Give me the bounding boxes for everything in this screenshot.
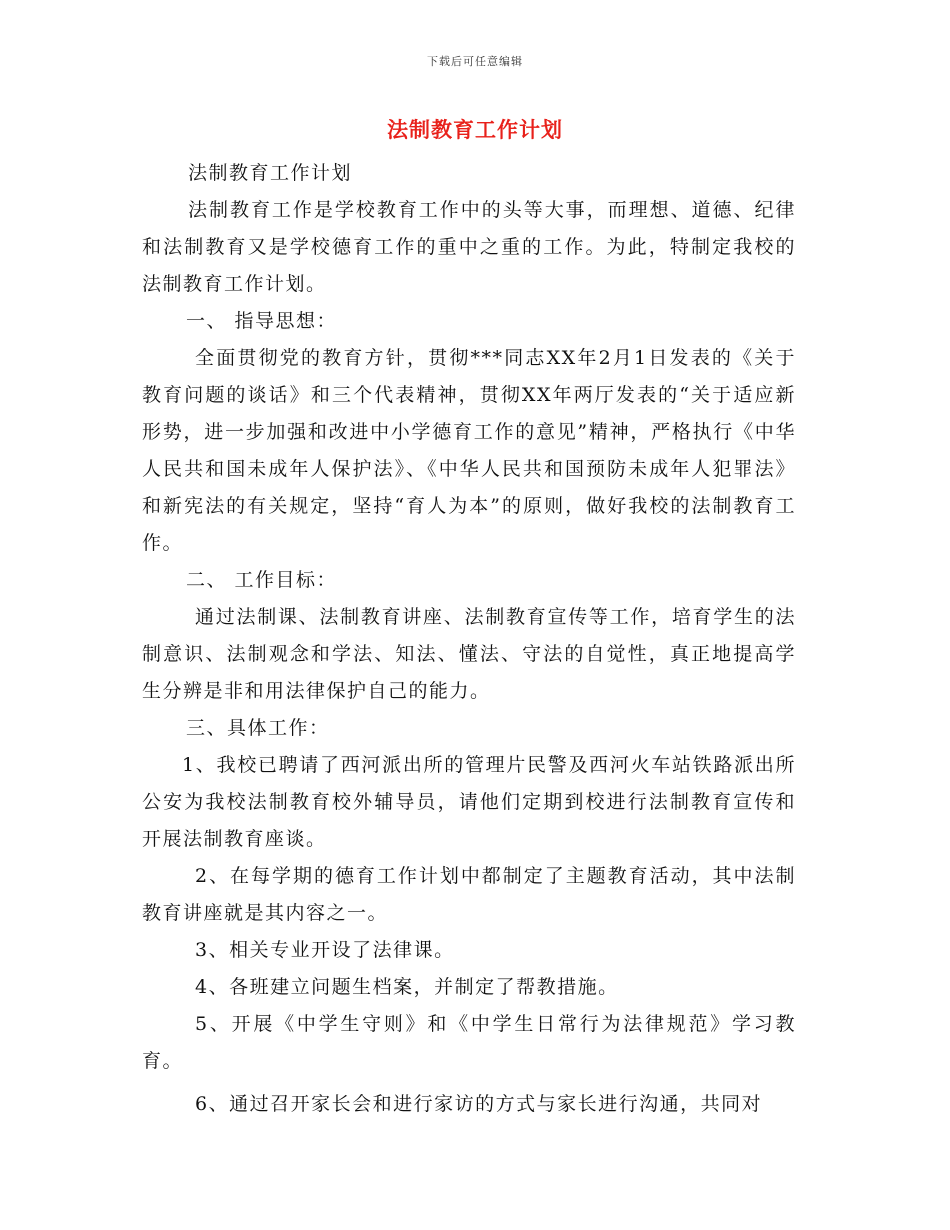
document-body [142,155,796,1123]
document-title: 法制教育工作计划 [387,117,563,142]
list-item-4: 4、各班建立问题生档案，并制定了帮教措施。 [195,976,619,998]
list-item-2: 2、在每学期的德育工作计划中都制定了主题教育活动，其中法制教育讲座就是其内容之一。 [142,865,796,924]
paragraph-guiding-thought: 全面贯彻党的教育方针，贯彻***同志XX年2月1日发表的《关于教育问题的谈话》和三个代表精神，贯彻XX年两厅发表的“关于适应新形势，进一步加强和改进中小学德育工作的意见”精神，严格执行《中华人民共和国未成年人保护法》、《中华人民共和国预防未成年人犯罪法》和新宪法的有关规定，坚持“育人为本”的原则，做好我校的法制教育工作。 [142,347,796,554]
paragraph-intro: 法制教育工作是学校教育工作中的头等大事，而理想、道德、纪律和法制教育又是学校德育工作的重中之重的工作。为此，特制定我校的法制教育工作计划。 [142,199,796,295]
list-item-5: 5、开展《中学生守则》和《中学生日常行为法律规范》学习教育。 [142,1013,796,1072]
paragraph-work-goals: 通过法制课、法制教育讲座、法制教育宣传等工作，培育学生的法制意识、法制观念和学法、知法、懂法、守法的自觉性，真正地提高学生分辨是非和用法律保护自己的能力。 [142,606,796,702]
section-heading-guiding-thought: 一、 指导思想： [186,310,338,332]
list-item-3: 3、相关专业开设了法律课。 [195,939,455,961]
section-heading-work-goals: 二、 工作目标： [186,569,338,591]
list-item-6: 6、通过召开家长会和进行家访的方式与家长进行沟通，共同对 [195,1093,763,1115]
header-note: 下载后可任意编辑 [427,55,523,68]
list-item-1: 1、我校已聘请了西河派出所的管理片民警及西河火车站铁路派出所公安为我校法制教育校外辅导员，请他们定期到校进行法制教育宣传和开展法制教育座谈。 [142,754,796,850]
paragraph-subtitle: 法制教育工作计划 [188,162,353,184]
section-heading-specific-work: 三、具体工作： [186,717,330,739]
